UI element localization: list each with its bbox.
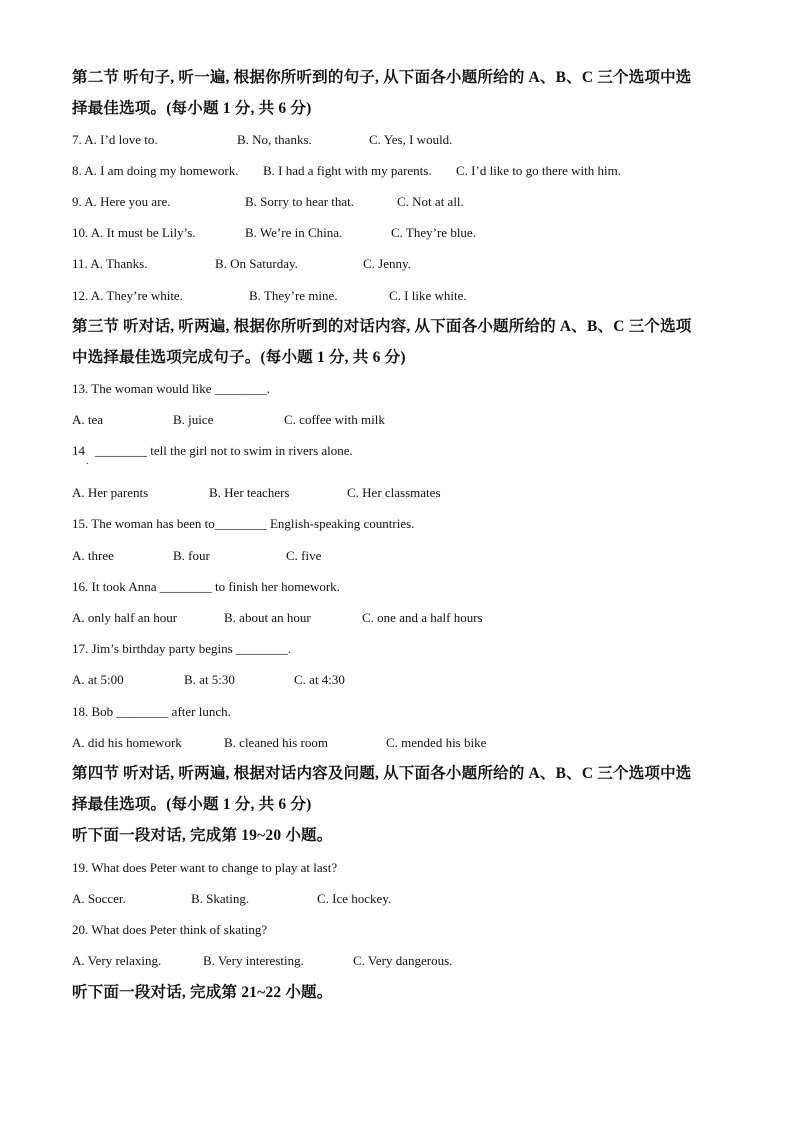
q14-option-b: B. Her teachers (209, 485, 290, 500)
section-3-heading (72, 311, 724, 373)
section-2-heading-line-1: 第二节 听句子, 听一遍, 根据你所听到的句子, 从下面各小题所给的 A、B、C 三个选项中选 (72, 69, 692, 86)
q20-option-b: B. Very interesting. (203, 953, 304, 968)
q18-option-a: A. did his homework (72, 735, 182, 750)
question-19-stem: 19. What does Peter want to change to play at last? (72, 860, 338, 875)
section-4-heading-line-2: 择最佳选项。(每小题 1 分, 共 6 分) (72, 796, 312, 813)
q8-option-c: C. I’d like to go there with him. (456, 163, 622, 178)
q18-option-b: B. cleaned his room (224, 735, 328, 750)
question-17-stem: 17. Jim’s birthday party begins ________. (72, 641, 292, 656)
q19-option-c: C. Ice hockey. (317, 891, 392, 906)
q17-option-c: C. at 4:30 (294, 672, 345, 687)
q8-option-b: B. I had a fight with my parents. (263, 163, 432, 178)
q10-option-b: B. We’re in China. (245, 225, 343, 240)
q15-option-c: C. five (286, 548, 322, 563)
question-16-stem: 16. It took Anna ________ to finish her homework. (72, 579, 340, 594)
q11-option-b: B. On Saturday. (215, 256, 298, 271)
section-4-heading (72, 758, 724, 820)
q9-option-b: B. Sorry to hear that. (245, 194, 355, 209)
q9-option-c: C. Not at all. (397, 194, 464, 209)
q8-option-a: 8. A. I am doing my homework. (72, 163, 239, 178)
section-3-heading-line-1: 第三节 听对话, 听两遍, 根据你所听到的对话内容, 从下面各小题所给的 A、B、C 三个选项 (72, 318, 692, 335)
q10-option-a: 10. A. It must be Lily’s. (72, 225, 196, 240)
q20-option-a: A. Very relaxing. (72, 953, 162, 968)
q15-option-b: B. four (173, 548, 210, 563)
q16-option-a: A. only half an hour (72, 610, 178, 625)
q12-option-c: C. I like white. (389, 288, 467, 303)
q7-option-b: B. No, thanks. (237, 132, 312, 147)
q12-option-b: B. They’re mine. (249, 288, 338, 303)
section-2-heading (72, 62, 724, 124)
q17-option-a: A. at 5:00 (72, 672, 124, 687)
section-4-subheading-1: 听下面一段对话, 完成第 19~20 小题。 (72, 827, 333, 844)
q7-option-c: C. Yes, I would. (369, 132, 453, 147)
question-20-stem: 20. What does Peter think of skating? (72, 922, 268, 937)
q18-option-c: C. mended his bike (386, 735, 487, 750)
section-3-heading-line-2: 中选择最佳选项完成句子。(每小题 1 分, 共 6 分) (72, 349, 406, 366)
question-18-stem: 18. Bob ________ after lunch. (72, 704, 231, 719)
q12-option-a: 12. A. They’re white. (72, 288, 183, 303)
q19-option-b: B. Skating. (191, 891, 250, 906)
q14-number: 14 (72, 443, 85, 458)
q19-option-a: A. Soccer. (72, 891, 126, 906)
section-2-heading-line-2: 择最佳选项。(每小题 1 分, 共 6 分) (72, 100, 312, 117)
q13-option-c: C. coffee with milk (284, 412, 385, 427)
q14-text: ________ tell the girl not to swim in rivers alone. (95, 443, 353, 458)
q10-option-c: C. They’re blue. (391, 225, 476, 240)
q14-dot: . (86, 456, 89, 467)
question-13-stem: 13. The woman would like ________. (72, 381, 270, 396)
section-4-subheading-2: 听下面一段对话, 完成第 21~22 小题。 (72, 984, 333, 1001)
q17-option-b: B. at 5:30 (184, 672, 235, 687)
q16-option-b: B. about an hour (224, 610, 311, 625)
q20-option-c: C. Very dangerous. (353, 953, 453, 968)
q14-option-c: C. Her classmates (347, 485, 441, 500)
q13-option-a: A. tea (72, 412, 104, 427)
q14-option-a: A. Her parents (72, 485, 149, 500)
q11-option-c: C. Jenny. (363, 256, 411, 271)
q9-option-a: 9. A. Here you are. (72, 194, 171, 209)
q7-option-a: 7. A. I’d love to. (72, 132, 158, 147)
question-15-stem: 15. The woman has been to________ English-speaking countries. (72, 516, 415, 531)
q11-option-a: 11. A. Thanks. (72, 256, 148, 271)
section-4-heading-line-1: 第四节 听对话, 听两遍, 根据对话内容及问题, 从下面各小题所给的 A、B、C 三个选项中选 (72, 765, 692, 782)
q13-option-b: B. juice (173, 412, 214, 427)
q16-option-c: C. one and a half hours (362, 610, 483, 625)
q15-option-a: A. three (72, 548, 114, 563)
